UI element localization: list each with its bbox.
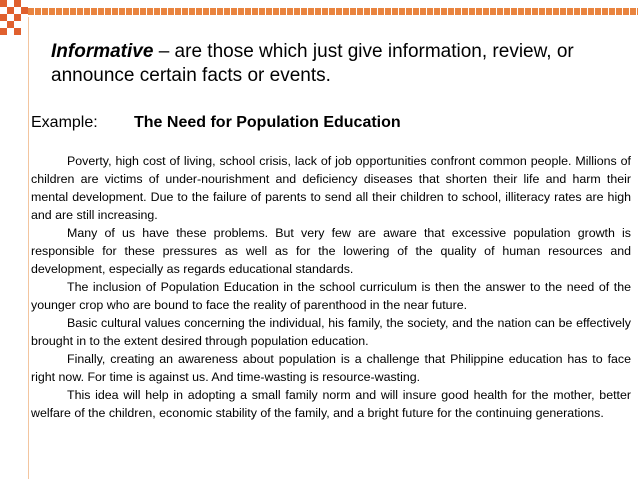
paragraph: This idea will help in adopting a small family norm and will insure good health for the mother, better welfare of the children, economic stability of the family, and a bright future for the continuing generations. <box>31 388 631 420</box>
corner-decoration <box>0 0 28 42</box>
left-divider-line <box>28 17 29 479</box>
paragraph: Finally, creating an awareness about population is a challenge that Philippine education has to face right now. For time is against us. And time-wasting is resource-wasting. <box>31 352 631 384</box>
heading-definition: – are those which just give information, review, or announce certain facts or events. <box>51 41 574 86</box>
heading-term: Informative <box>51 41 154 62</box>
example-label: Example: <box>31 114 98 131</box>
paragraph: Poverty, high cost of living, school crisis, lack of job opportunities confront common people. Millions of children are victims of under-nourishment and deficiency diseases that shorten their life and harm their mental development. Due to the failure of parents to send all their children to school, illiteracy rates are high and are still increasing. <box>31 154 631 222</box>
paragraph: Basic cultural values concerning the individual, his family, the society, and the nation can be effectively brought in to the extent desired through population education. <box>31 316 631 348</box>
paragraph: Many of us have these problems. But very few are aware that excessive population growth is responsible for these pressures as well as for the lowering of the quality of human resources and development, especially as regards educational standards. <box>31 226 631 276</box>
example-title: The Need for Population Education <box>134 114 401 131</box>
example-row <box>31 113 401 133</box>
slide-heading <box>51 40 611 88</box>
article-body <box>31 152 631 422</box>
paragraph: The inclusion of Population Education in the school curriculum is then the answer to the need of the younger crop who are bound to face the reality of parenthood in the near future. <box>31 280 631 312</box>
top-border-decoration <box>28 8 638 15</box>
